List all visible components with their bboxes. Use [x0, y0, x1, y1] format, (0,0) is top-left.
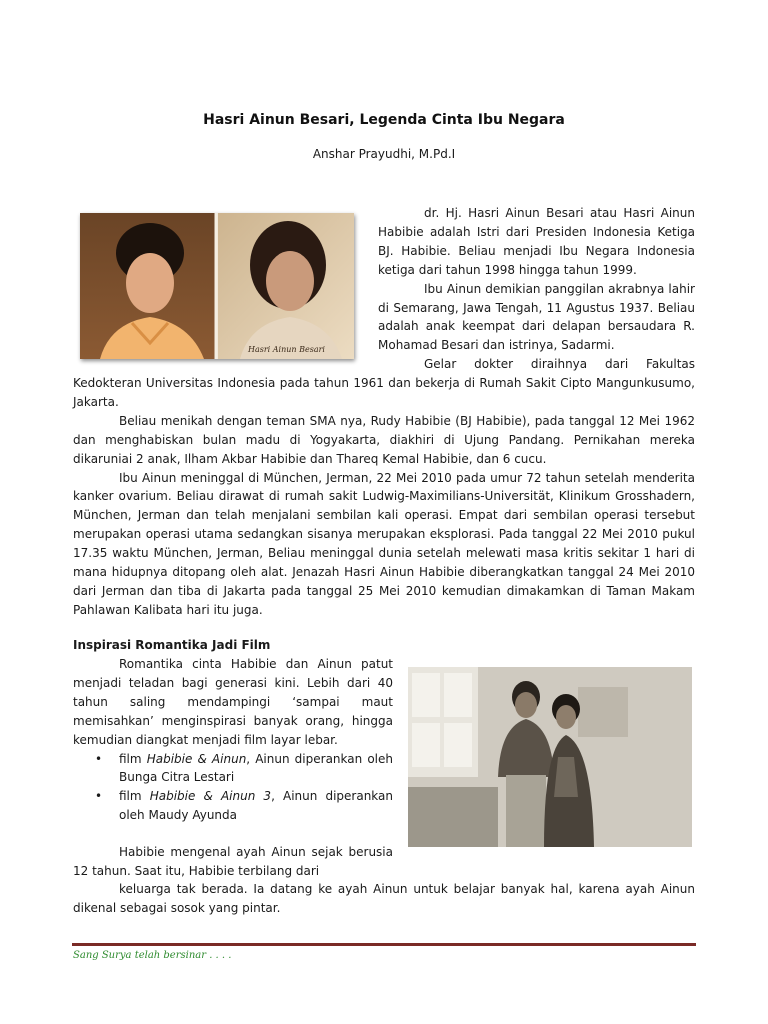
- author-line: Anshar Prayudhi, M.Pd.I: [312, 147, 456, 161]
- page-title: Hasri Ainun Besari, Legenda Cinta Ibu Negara: [203, 112, 565, 128]
- paragraph: dr. Hj. Hasri Ainun Besari atau Hasri Ainun Habibie adalah Istri dari Presiden Indonesia Ketiga BJ. Habibie. Beliau menjadi Ibu Negara Indonesia ketiga dari tahun 1998 hingga tahun 1999.: [378, 206, 695, 277]
- paragraph: Gelar dokter diraihnya dari Fakultas: [424, 357, 695, 372]
- paragraph: Romantika cinta Habibie dan Ainun patut menjadi teladan bagi generasi kini. Lebih dari 40 tahun saling mendampingi ‘sampai maut memisahkan’ menginspirasi banyak orang, hingga kemudian diangkat menjadi film layar lebar.: [73, 657, 393, 747]
- bullet-icon: •: [95, 789, 103, 804]
- paragraph-habibie: [73, 843, 393, 881]
- paragraph: Beliau menikah dengan teman SMA nya, Rudy Habibie (BJ Habibie), pada tanggal 12 Mei 1962 dan menghabiskan bulan madu di Yogyakarta, diakhiri di Ujung Pandang. Pernikahan mereka dikaruniai 2 anak, Ilham Akbar Habibie dan Thareq Kemal Habibie, dan 6 cucu.: [73, 413, 695, 466]
- paragraph: Ibu Ainun demikian panggilan akrabnya lahir di Semarang, Jawa Tengah, 11 Agustus 1937. Beliau adalah anak keempat dari delapan bersaudara R. Mohamad Besari dan istrinya, Sadarmi.: [378, 281, 695, 353]
- paragraph: Kedokteran Universitas Indonesia pada tahun 1961 dan bekerja di Rumah Sakit Cipto Mangunkusumo, Jakarta.: [73, 376, 695, 409]
- film-title: Habibie & Ainun: [146, 751, 247, 766]
- list-item: [73, 750, 393, 788]
- portrait-photo: [80, 213, 354, 359]
- film-list: [73, 750, 393, 826]
- section-heading: Inspirasi Romantika Jadi Film: [73, 638, 271, 652]
- list-item-text: film: [119, 751, 147, 766]
- photo-signature: Hasri Ainun Besari: [248, 345, 325, 354]
- film-title: Habibie & Ainun 3: [149, 789, 272, 804]
- closing-body: [73, 880, 695, 918]
- paragraph: Habibie mengenal ayah Ainun sejak berusia 12 tahun. Saat itu, Habibie terbilang dari: [73, 845, 393, 878]
- bullet-icon: •: [95, 751, 103, 766]
- list-item-text: , Ainun diperankan oleh Bunga Citra Lestari: [119, 751, 393, 785]
- main-body: [73, 374, 695, 620]
- list-item-text: film: [119, 789, 150, 804]
- couple-photo: [408, 667, 692, 847]
- list-item-text: , Ainun diperankan oleh Maudy Ayunda: [119, 789, 393, 823]
- list-item: [73, 787, 393, 825]
- paragraph: keluarga tak berada. Ia datang ke ayah Ainun untuk belajar banyak hal, karena ayah Ainun dikenal sebagai sosok yang pintar.: [73, 882, 695, 915]
- paragraph: Ibu Ainun meninggal di München, Jerman, 22 Mei 2010 pada umur 72 tahun setelah menderita kanker ovarium. Beliau dirawat di rumah sakit Ludwig-Maximilians-Universität, Klinikum Grosshadern, München, Jerman dan telah menjalani sembilan kali operasi. Empat dari sembilan operasi tersebut merupakan operasi utama sedangkan sisanya merupakan eksplorasi. Pada tanggal 22 Mei 2010 pukul 17.35 waktu München, Jerman, Beliau meninggal dunia setelah melewati masa kritis sekitar 1 hari di mana hidupnya ditopang oleh alat. Jenazah Hasri Ainun Habibie diberangkatkan tanggal 24 Mei 2010 dari Jerman dan tiba di Jakarta pada tanggal 25 Mei 2010 kemudian dimakamkan di Taman Makam Pahlawan Kalibata hari itu juga.: [73, 470, 695, 617]
- footer-tagline: Sang Surya telah bersinar . . . .: [73, 950, 232, 961]
- film-column: [73, 655, 393, 825]
- footer-divider: [72, 943, 696, 946]
- intro-column: [378, 204, 695, 374]
